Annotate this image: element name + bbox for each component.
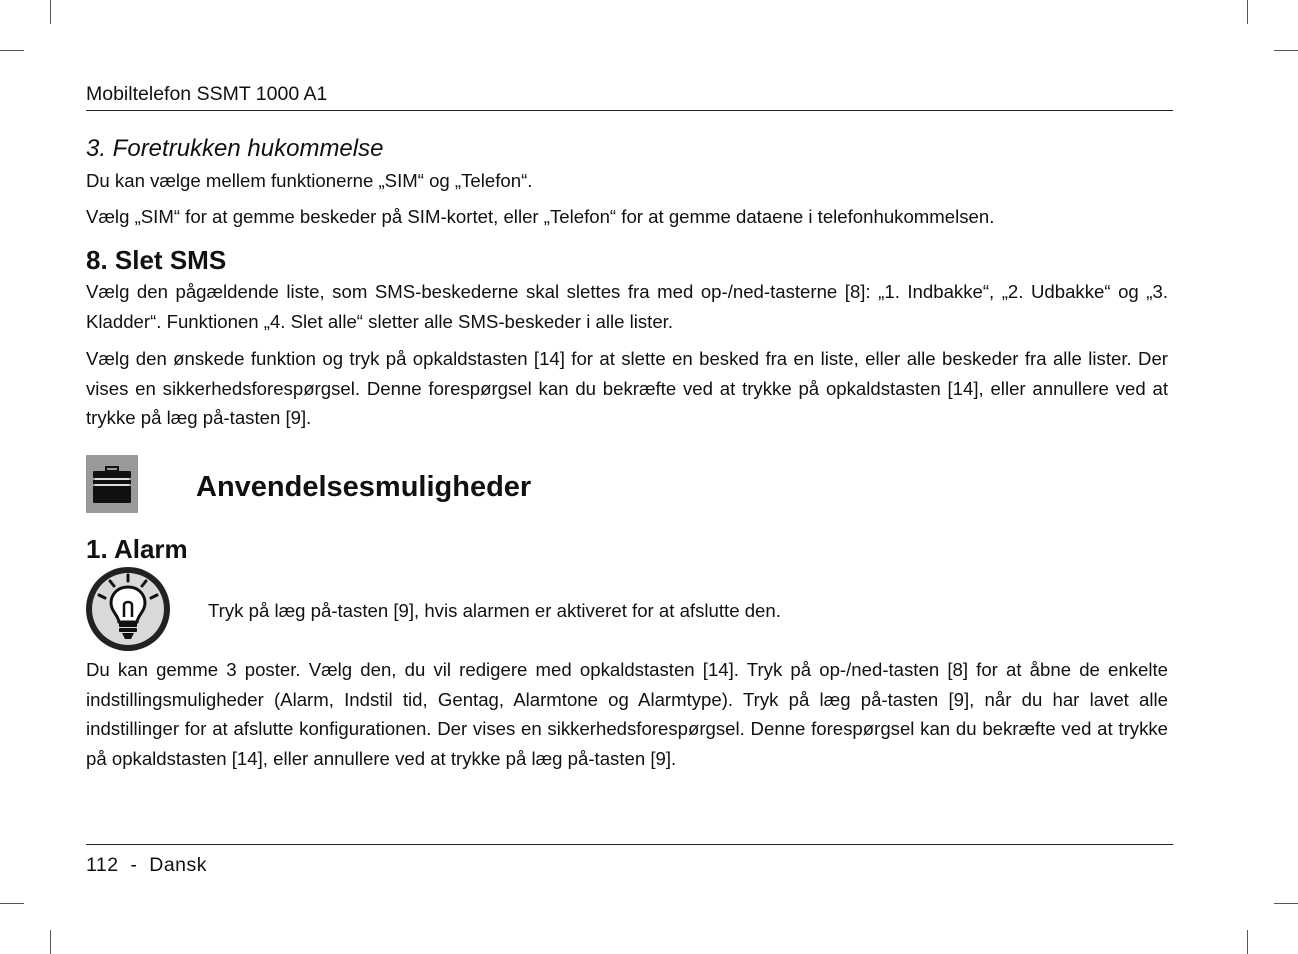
crop-mark: [1274, 50, 1298, 51]
paragraph: Du kan gemme 3 poster. Vælg den, du vil redigere med opkaldstasten [14]. Tryk på op-/ned-tasten [8] for at åbne de enkelte indstillingsmuligheder (Alarm, Indstil tid, Gentag, Alarmtone og Alarmtype). Tryk på læg på-tasten [9], når du har lavet alle indstillinger for at afslutte konfigurationen. Der vises en sikkerhedsforespørgsel. Denne forespørgsel kan du bekræfte ved at trykke på opkaldstasten [14], eller annullere ved at trykke på læg på-tasten [9].: [86, 659, 1168, 769]
crop-mark: [1247, 930, 1248, 954]
crop-mark: [0, 903, 24, 904]
paragraph: Vælg „SIM“ for at gemme beskeder på SIM-kortet, eller „Telefon“ for at gemme dataene i telefonhukommelsen.: [86, 205, 995, 227]
toolbox-icon: [86, 455, 138, 513]
main-content: [86, 130, 1168, 433]
crop-mark: [50, 0, 51, 24]
page-header: [86, 82, 1173, 111]
paragraph: Du kan vælge mellem funktionerne „SIM“ og „Telefon“.: [86, 170, 533, 191]
chapter-title: Anvendelsesmuligheder: [196, 471, 532, 503]
crop-mark: [50, 930, 51, 954]
paragraph: Vælg den ønskede funktion og tryk på opkaldstasten [14] for at slette en besked fra en liste, eller alle beskeder fra alle lister. Der vises en sikkerhedsforespørgsel. Denne forespørgsel kan du bekræfte ved at trykke på opkaldstasten [14], eller annullere ved at trykke på læg på-tasten [9].: [86, 348, 1168, 428]
alarm-description: [86, 655, 1168, 773]
page-number: 112 - Dansk: [86, 854, 208, 876]
lightbulb-icon: [84, 565, 174, 655]
crop-mark: [1274, 903, 1298, 904]
header-title: Mobiltelefon SSMT 1000 A1: [86, 83, 328, 105]
section-heading-delete-sms: 8. Slet SMS: [86, 245, 227, 275]
crop-mark: [1247, 0, 1248, 24]
paragraph: Vælg den pågældende liste, som SMS-beskederne skal slettes fra med op-/ned-tasterne [8]: „1. Indbakke“, „2. Udbakke“ og „3. Kladder“. Funktionen „4. Slet alle“ sletter alle SMS-beskeder i alle lister.: [86, 281, 1168, 332]
crop-mark: [0, 50, 24, 51]
page-footer: [86, 844, 1173, 877]
tip-text: Tryk på læg på-tasten [9], hvis alarmen er aktiveret for at afslutte den.: [208, 600, 781, 621]
chapter-header: [86, 455, 1168, 513]
section-heading-preferred-memory: 3. Foretrukken hukommelse: [86, 135, 384, 162]
section-heading-alarm: 1. Alarm: [86, 534, 188, 564]
